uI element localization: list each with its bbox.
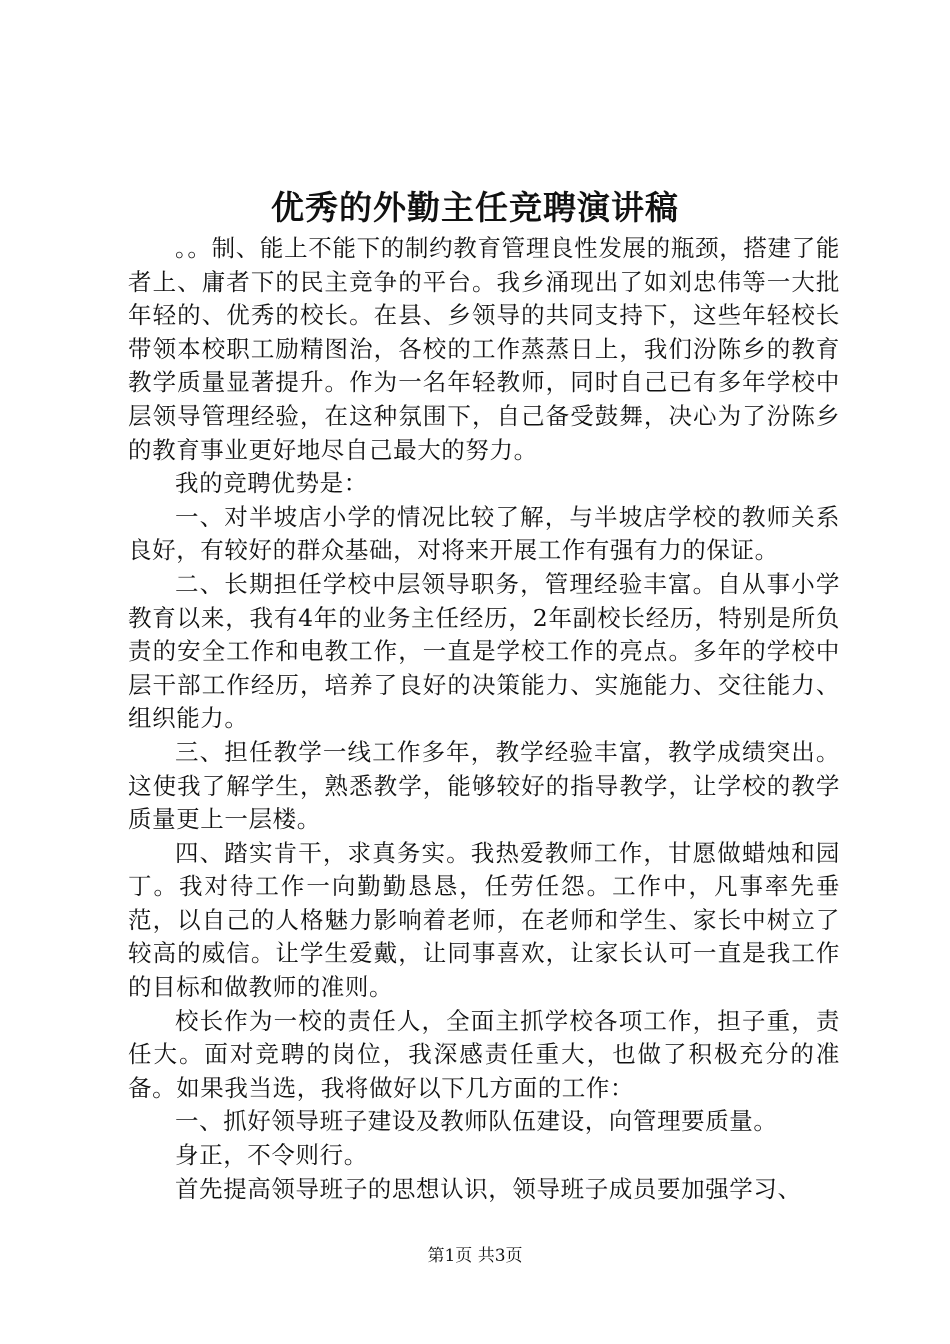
page-number-footer: 第1页 共3页 [427,1246,523,1266]
paragraph: 身正，不令则行。 [175,1141,368,1170]
paragraph: 一、抓好领导班子建设及教师队伍建设，向管理要质量。 [175,1107,778,1136]
paragraph: 校长作为一校的责任人，全面主抓学校各项工作，担子重，责任大。面对竞聘的岗位，我深感责任重大，也做了积极充分的准备。如果我当选，我将做好以下几方面的工作： [128,1006,840,1102]
paragraph: 三、担任教学一线工作多年，教学经验丰富，教学成绩突出。这使我了解学生，熟悉教学，能够较好的指导教学，让学校的教学质量更上一层楼。 [128,737,840,834]
paragraph: 一、对半坡店小学的情况比较了解，与半坡店学校的教师关系良好，有较好的群众基础，对将来开展工作有强有力的保证。 [128,502,840,565]
paragraph: 四、踏实肯干，求真务实。我热爱教师工作，甘愿做蜡烛和园丁。我对待工作一向勤勤恳恳，任劳任怨。工作中，凡事率先垂范，以自己的人格魅力影响着老师，在老师和学生、家长中树立了较高的威信。让学生爱戴，让同事喜欢，让家长认可一直是我工作的目标和做教师的准则。 [128,838,840,1002]
paragraph: 二、长期担任学校中层领导职务，管理经验丰富。自从事小学教育以来，我有4年的业务主任经历，2年副校长经历，特别是所负责的安全工作和电教工作，一直是学校工作的亮点。多年的学校中层干部工作经历，培养了良好的决策能力、实施能力、交往能力、组织能力。 [128,569,840,733]
paragraph: 。。制、能上不能下的制约教育管理良性发展的瓶颈，搭建了能者上、庸者下的民主竞争的平台。我乡涌现出了如刘忠伟等一大批年轻的、优秀的校长。在县、乡领导的共同支持下，这些年轻校长带领本校职工励精图治，各校的工作蒸蒸日上，我们汾陈乡的教育教学质量显著提升。作为一名年轻教师，同时自己已有多年学校中层领导管理经验，在这种氛围下，自己备受鼓舞，决心为了汾陈乡的教育事业更好地尽自己最大的努力。 [128,234,840,464]
paragraph: 我的竞聘优势是： [175,469,368,498]
document-body [128,232,840,1206]
document-title: 优秀的外勤主任竞聘演讲稿 [271,188,679,227]
paragraph: 首先提高领导班子的思想认识，领导班子成员要加强学习、 [175,1174,802,1203]
